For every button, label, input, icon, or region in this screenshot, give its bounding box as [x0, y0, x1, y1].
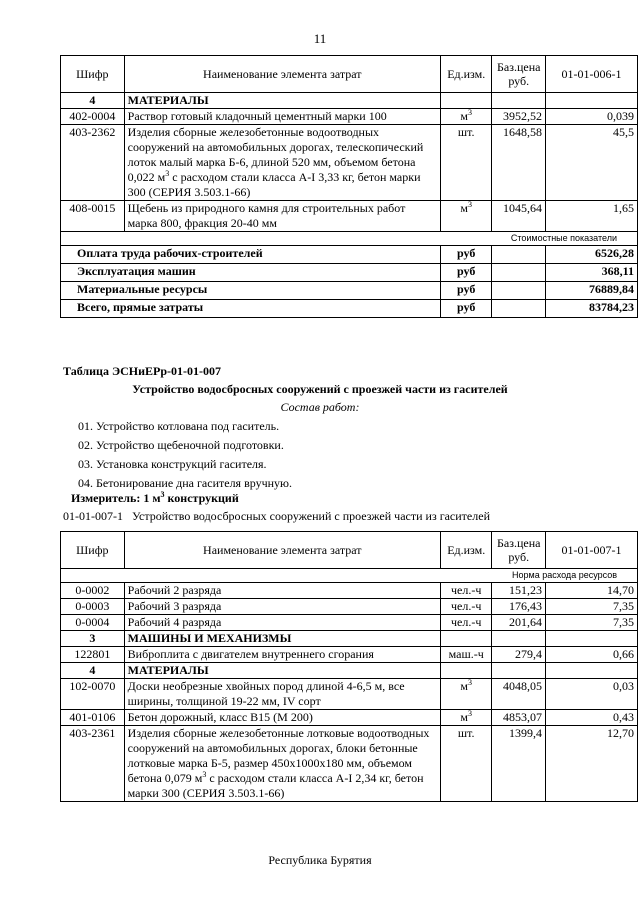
resources-table-2: [60, 531, 638, 802]
table-row: 0-0004 Рабочий 4 разряда чел.-ч 201,64 7,35: [61, 615, 638, 631]
table-row: 403-2361 Изделия сборные железобетонные лотковые водоотводных сооружений на автомобильных дорогах, блоки бетонные лотковые марка Б-5, размер 450x1000x180 мм, объемом бетона 0,079 $м^3$ с расходом стали класса А-I 2,34 кг, бетон марки 300 (СЕРИЯ 3.503.1-66) шт. 1399,4 12,70: [61, 726, 638, 802]
table-row: 403-2362 Изделия сборные железобетонные водоотводных сооружений на автомобильных дорогах, телескопический лоток малый марка Б-6, длиной 520 мм, объемом бетона 0,022 $м^3$ с расходом стали класса А-I 3,33 кг, бетон марки 300 (СЕРИЯ 3.503.1-66) шт. 1648,58 45,5: [61, 125, 638, 201]
composition-heading: Состав работ:: [280, 400, 360, 414]
work-item: 01. Устройство котлована под гаситель.: [78, 419, 280, 433]
table-row: 122801 Виброплита с двигателем внутреннего сгорания маш.-ч 279,4 0,66: [61, 647, 638, 663]
summary-row: Материальные ресурсы руб 76889,84: [61, 282, 638, 300]
work-item: 02. Устройство щебеночной подготовки.: [78, 438, 284, 452]
code-line: 01-01-007-1 Устройство водосбросных сооружений с проезжей части из гасителей: [63, 509, 490, 523]
header-unit: Ед.изм.: [440, 56, 492, 93]
header-name: Наименование элемента затрат: [124, 56, 440, 93]
summary-row: Оплата труда рабочих-строителей руб 6526,28: [61, 246, 638, 264]
header-price: Баз.цена руб.: [492, 532, 546, 569]
section-name: МАТЕРИАЛЫ: [124, 93, 440, 109]
header-norm: 01-01-006-1: [546, 56, 638, 93]
header-price: Баз.цена руб.: [492, 56, 546, 93]
section-code: 4: [61, 663, 125, 679]
cost-indicators-label: Стоимостные показатели: [61, 232, 638, 246]
section-name: МАШИНЫ И МЕХАНИЗМЫ: [124, 631, 440, 647]
table-row: 0-0003 Рабочий 3 разряда чел.-ч 176,43 7,35: [61, 599, 638, 615]
work-item: 04. Бетонирование дна гасителя вручную.: [78, 476, 293, 490]
work-item: 03. Установка конструкций гасителя.: [78, 457, 267, 471]
summary-row: Всего, прямые затраты руб 83784,23: [61, 300, 638, 318]
header-code: Шифр: [61, 56, 125, 93]
resources-table-1: [60, 55, 638, 318]
table-label: Таблица ЭСНиЕРр-01-01-007: [63, 364, 222, 378]
section-name: МАТЕРИАЛЫ: [124, 663, 440, 679]
footer-region: Республика Бурятия: [268, 853, 372, 867]
section-code: 4: [61, 93, 125, 109]
header-code: Шифр: [61, 532, 125, 569]
table-title: Устройство водосбросных сооружений с проезжей части из гасителей: [132, 382, 508, 396]
table-row: 402-0004 Раствор готовый кладочный цементный марки 100 $м^3$ 3952,52 0,039: [61, 109, 638, 125]
summary-row: Эксплуатация машин руб 368,11: [61, 264, 638, 282]
section-code: 3: [61, 631, 125, 647]
table-row: 401-0106 Бетон дорожный, класс В15 (М 200) $м^3$ 4853,07 0,43: [61, 710, 638, 726]
norm-label: Норма расхода ресурсов: [61, 569, 638, 583]
table-row: 408-0015 Щебень из природного камня для строительных работ марка 800, фракция 20-40 мм $м^3$ 1045,64 1,65: [61, 201, 638, 232]
table-row: 102-0070 Доски необрезные хвойных пород длиной 4-6,5 м, все ширины, толщиной 19-22 мм, IV сорт $м^3$ 4048,05 0,03: [61, 679, 638, 710]
header-unit: Ед.изм.: [440, 532, 492, 569]
measurement-unit: Измеритель: 1 $м^3$ конструкций: [71, 490, 239, 505]
table-row: 0-0002 Рабочий 2 разряда чел.-ч 151,23 14,70: [61, 583, 638, 599]
header-norm: 01-01-007-1: [546, 532, 638, 569]
page-number: 11: [313, 31, 327, 46]
header-name: Наименование элемента затрат: [124, 532, 440, 569]
